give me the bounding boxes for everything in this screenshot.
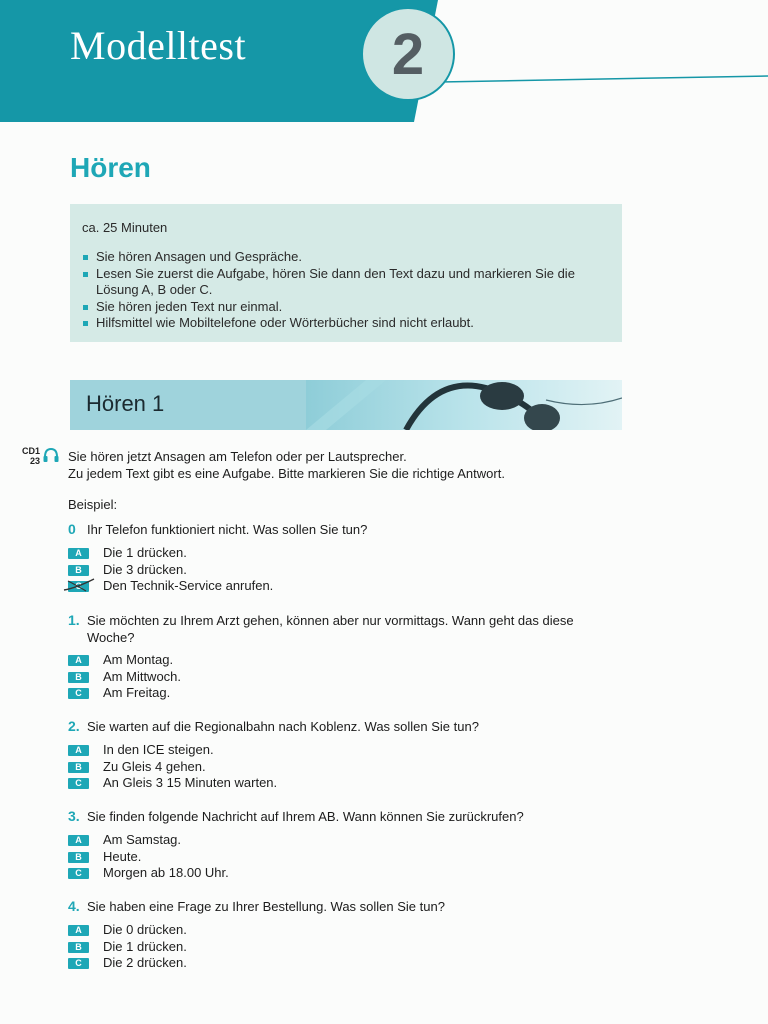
- example-label: Beispiel:: [68, 497, 118, 512]
- question-0: [68, 521, 628, 538]
- option-text: Am Mittwoch.: [103, 668, 182, 684]
- instruction-item: Sie hören jeden Text nur einmal.: [82, 299, 610, 316]
- option-text: Den Technik-Service anrufen.: [103, 578, 274, 593]
- option-text: Am Freitag.: [103, 685, 171, 700]
- intro-line: Zu jedem Text gibt es eine Aufgabe. Bitte markieren Sie die richtige Antwort.: [68, 466, 505, 481]
- track-number: 23: [29, 456, 40, 466]
- intro-line: Sie hören jetzt Ansagen am Telefon oder per Lautsprecher.: [68, 449, 407, 464]
- instruction-item: Lesen Sie zuerst die Aufgabe, hören Sie dann den Text dazu und markieren Sie die Lösung A, B oder C.: [82, 266, 610, 299]
- option-text: Die 1 drücken.: [103, 938, 187, 954]
- cd-track-label: [18, 446, 40, 466]
- headphones-icon: [42, 446, 60, 464]
- question-text: Sie warten auf die Regionalbahn nach Koblenz. Was sollen Sie tun?: [87, 719, 479, 734]
- cd-label: CD1: [21, 446, 40, 456]
- question-number: 2.: [68, 718, 80, 734]
- question-number: 1.: [68, 612, 80, 628]
- part-header: [70, 380, 622, 430]
- question-number: 0: [68, 521, 76, 537]
- question-text: Ihr Telefon funktioniert nicht. Was sollen Sie tun?: [87, 522, 368, 537]
- option-text: Morgen ab 18.00 Uhr.: [103, 865, 229, 880]
- option-letter: A: [68, 548, 89, 559]
- option-letter: A: [68, 925, 89, 936]
- question-1: [68, 612, 616, 646]
- option-letter: B: [68, 942, 89, 953]
- option-letter: C: [68, 778, 89, 789]
- option-letter: C: [68, 581, 89, 592]
- option-letter: A: [68, 655, 89, 666]
- duration-text: ca. 25 Minuten: [82, 220, 168, 235]
- option-text: Heute.: [103, 848, 142, 864]
- option-letter: C: [68, 958, 89, 969]
- option-letter: A: [68, 745, 89, 756]
- part-title: Hören 1: [86, 391, 165, 416]
- option-text: Zu Gleis 4 gehen.: [103, 758, 206, 774]
- section-title: Hören: [70, 152, 151, 183]
- question-4: [68, 898, 628, 915]
- banner-title: Modelltest: [70, 23, 247, 68]
- question-text: Sie haben eine Frage zu Ihrer Bestellung. Was sollen Sie tun?: [87, 899, 445, 914]
- instruction-item: Hilfsmittel wie Mobiltelefone oder Wörterbücher sind nicht erlaubt.: [82, 315, 610, 332]
- question-3: [68, 808, 628, 825]
- task-intro: [68, 448, 505, 482]
- test-number: 2: [391, 21, 425, 87]
- instructions-list: [82, 249, 610, 332]
- option-letter: C: [68, 688, 89, 699]
- option-letter: B: [68, 762, 89, 773]
- option-letter: A: [68, 835, 89, 846]
- option-letter: B: [68, 565, 89, 576]
- question-number: 4.: [68, 898, 80, 914]
- option-text: Die 1 drücken.: [103, 545, 187, 560]
- cross-mark-icon: [62, 576, 96, 594]
- option-letter: B: [68, 672, 89, 683]
- option-text: Am Montag.: [103, 652, 174, 667]
- option-text: Die 2 drücken.: [103, 955, 187, 970]
- question-text: Sie finden folgende Nachricht auf Ihrem AB. Wann können Sie zurückrufen?: [87, 809, 524, 824]
- option-text: In den ICE steigen.: [103, 742, 214, 757]
- instructions-box: [70, 204, 622, 342]
- instruction-item: Sie hören Ansagen und Gespräche.: [82, 249, 610, 266]
- option-text: An Gleis 3 15 Minuten warten.: [103, 775, 278, 790]
- question-number: 3.: [68, 808, 80, 824]
- option-letter: B: [68, 852, 89, 863]
- option-text: Die 3 drücken.: [103, 561, 187, 577]
- option-text: Am Samstag.: [103, 832, 182, 847]
- page-banner: [0, 0, 768, 122]
- headphones-photo: [306, 380, 622, 430]
- option-letter: C: [68, 868, 89, 879]
- question-2: [68, 718, 628, 735]
- option-text: Die 0 drücken.: [103, 922, 187, 937]
- question-text: Sie möchten zu Ihrem Arzt gehen, können aber nur vormittags. Wann geht das diese Woche?: [87, 613, 574, 645]
